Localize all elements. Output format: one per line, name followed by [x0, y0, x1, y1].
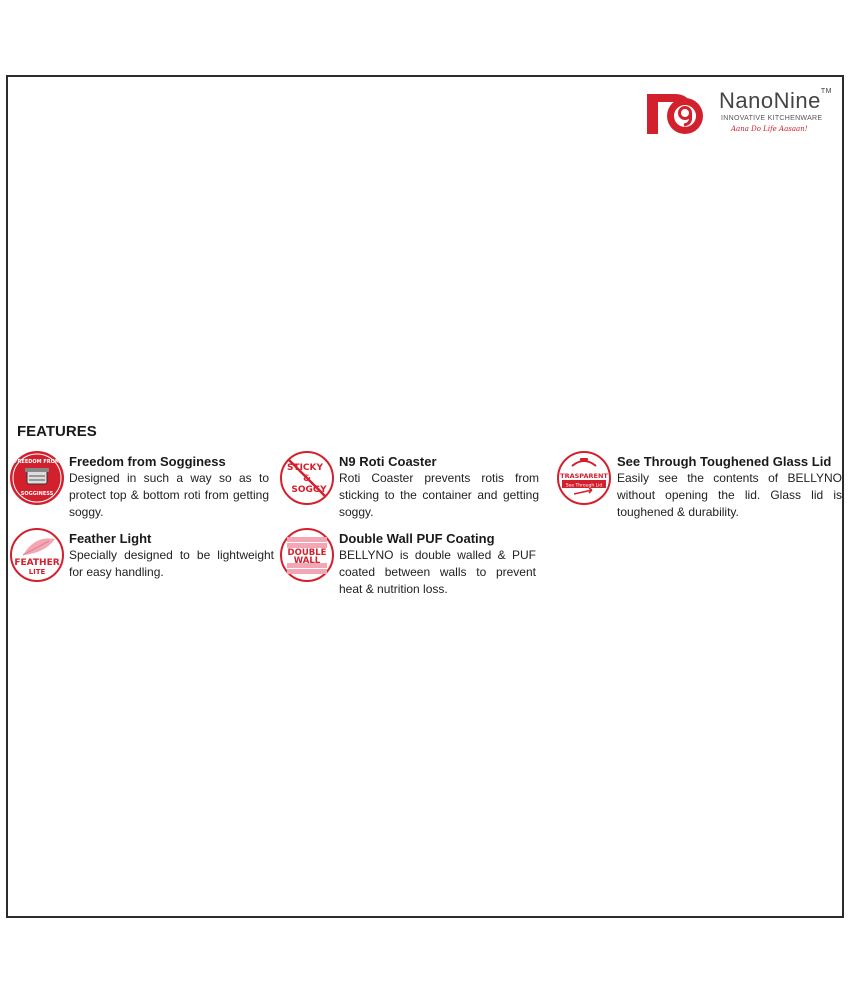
feature-title: N9 Roti Coaster [339, 454, 437, 469]
feature-description: Roti Coaster prevents rotis from sticking to the container and getting soggy. [339, 471, 539, 519]
brand-logo [645, 90, 845, 140]
feather-lite-icon [9, 527, 65, 583]
svg-text:&: & [303, 474, 311, 484]
svg-text:TRASPARENT: TRASPARENT [560, 472, 608, 480]
brand-tagline: INNOVATIVE KITCHENWARE [721, 115, 823, 122]
feature-freedom-from-sogginess [9, 450, 274, 519]
svg-text:DOUBLE: DOUBLE [287, 548, 327, 558]
svg-text:FEATHER: FEATHER [14, 558, 60, 568]
feature-double-wall [279, 527, 541, 597]
feature-title: See Through Toughened Glass Lid [617, 454, 832, 469]
feature-description: Specially designed to be lightweight for easy handling. [69, 548, 274, 579]
svg-text:WALL: WALL [293, 556, 321, 566]
svg-text:SOGGINESS: SOGGINESS [20, 491, 54, 497]
feature-title: Freedom from Sogginess [69, 454, 226, 469]
brand-name: NanoNine™ [719, 88, 832, 113]
freedom-from-sogginess-icon [9, 450, 65, 506]
svg-text:LITE: LITE [28, 568, 46, 576]
feature-description: BELLYNO is double walled & PUF coated between walls to prevent heat & nutrition loss. [339, 548, 536, 596]
brand-slogan: Aana Do Life Aasaan! [731, 125, 808, 133]
svg-text:SOGGY: SOGGY [291, 485, 327, 495]
double-wall-icon [279, 527, 335, 583]
svg-text:STICKY: STICKY [286, 463, 324, 473]
trademark: TM [820, 88, 832, 95]
svg-text:FREEDOM FROM: FREEDOM FROM [14, 459, 60, 465]
features-heading: FEATURES [17, 423, 97, 440]
feature-description: Easily see the contents of BELLYNO without opening the lid. Glass lid is toughened & durability. [617, 471, 842, 519]
transparent-lid-icon [556, 450, 612, 506]
svg-text:See Through Lid: See Through Lid [565, 483, 603, 489]
feature-title: Double Wall PUF Coating [339, 531, 495, 546]
feature-roti-coaster [279, 450, 541, 519]
feature-title: Feather Light [69, 531, 152, 546]
feature-feather-light [9, 527, 274, 587]
feature-see-through-lid [556, 450, 846, 519]
nanonine-logo-icon [645, 90, 713, 136]
feature-description: Designed in such a way so as to protect top & bottom roti from getting soggy. [69, 471, 269, 519]
sticky-soggy-icon [279, 450, 335, 506]
